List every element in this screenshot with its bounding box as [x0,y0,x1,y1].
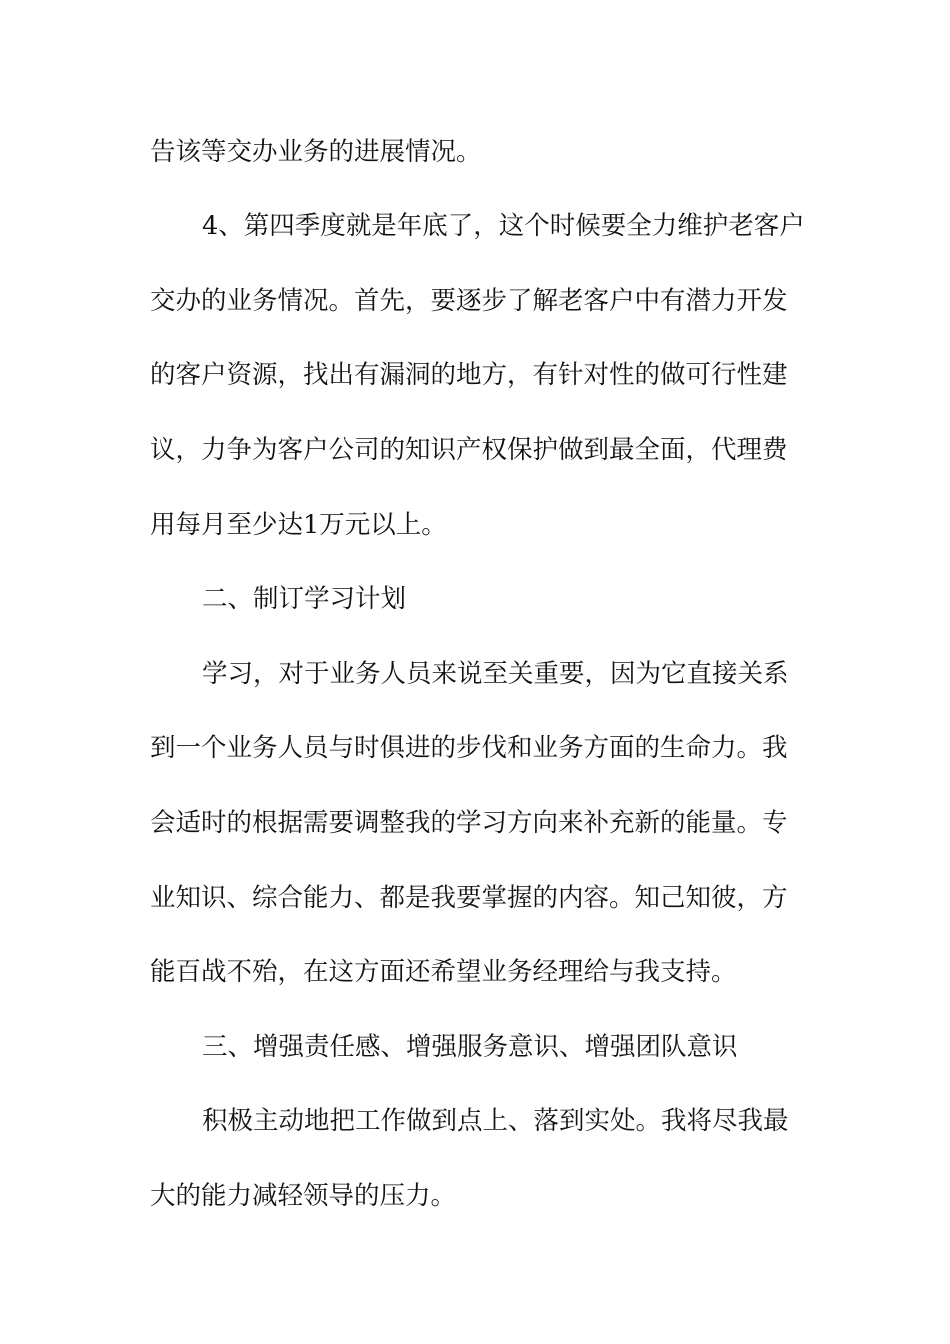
text-line: 的客户资源，找出有漏洞的地方，有针对性的做可行性建 [150,360,788,390]
text-line: 到一个业务人员与时俱进的步伐和业务方面的生命力。我 [150,733,788,763]
section-heading: 二、制订学习计划 [202,584,407,614]
text-line: 积极主动地把工作做到点上、落到实处。我将尽我最 [202,1106,789,1136]
section-heading: 三、增强责任感、增强服务意识、增强团队意识 [202,1032,738,1062]
text-line: 议，力争为客户公司的知识产权保护做到最全面，代理费 [150,435,788,465]
text-line: 交办的业务情况。首先，要逐步了解老客户中有潜力开发 [150,286,788,316]
text-line: 4、第四季度就是年底了，这个时候要全力维护老客户 [202,211,805,241]
text-line: 能百战不殆，在这方面还希望业务经理给与我支持。 [150,957,737,987]
text-line: 业知识、综合能力、都是我要掌握的内容。知己知彼，方 [150,883,788,913]
text-line: 告该等交办业务的进展情况。 [150,137,482,167]
text-line: 用每月至少达1万元以上。 [150,510,447,540]
text-line: 会适时的根据需要调整我的学习方向来补充新的能量。专 [150,808,788,838]
text-line: 学习，对于业务人员来说至关重要，因为它直接关系 [202,659,789,689]
text-line: 大的能力减轻领导的压力。 [150,1181,457,1211]
